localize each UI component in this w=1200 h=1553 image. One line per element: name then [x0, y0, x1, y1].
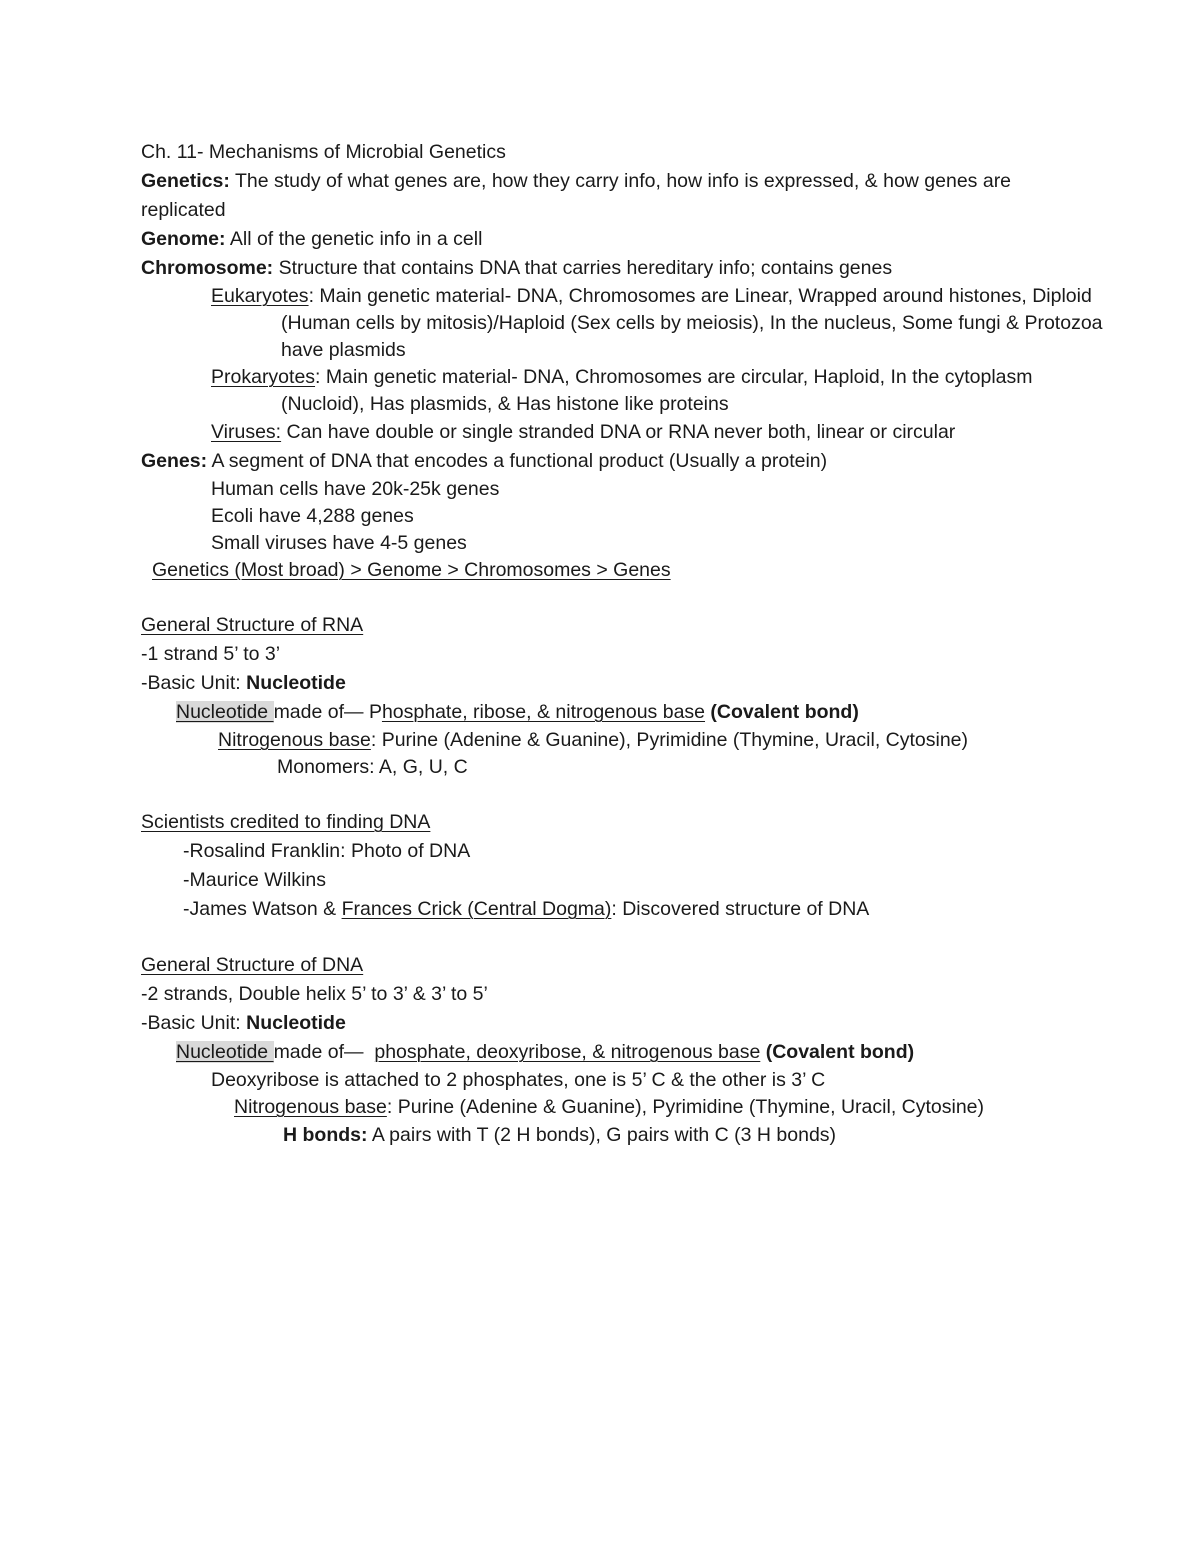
def-viruses-term: Viruses:: [211, 421, 282, 443]
dna-nucleotide-term: Nucleotide: [176, 1041, 274, 1063]
scientists-heading: Scientists credited to finding DNA: [141, 811, 431, 833]
spacer: [141, 781, 1151, 808]
def-genetics-term: Genetics:: [141, 170, 230, 192]
def-genome-term: Genome:: [141, 228, 226, 250]
dna-basic-unit-value: Nucleotide: [246, 1012, 346, 1034]
def-prokaryotes-term: Prokaryotes: [211, 366, 316, 388]
dna-hbonds-term: H bonds:: [283, 1124, 368, 1146]
dna-basic-unit-label: -Basic Unit:: [141, 1012, 247, 1034]
rna-nitro-term: Nitrogenous base: [218, 729, 371, 751]
scientist-item-watson: [141, 895, 1151, 924]
def-prokaryotes-text: : Main genetic material- DNA, Chromosomes are circular, Haploid, In the cytoplasm (Nucloid), Has plasmids, & Has histone like proteins: [281, 366, 1033, 415]
gene-count-item: Human cells have 20k-25k genes: [211, 478, 500, 500]
crick-text: Frances Crick (Central Dogma): [341, 898, 612, 920]
rna-monomers: Monomers: A, G, U, C: [277, 756, 468, 778]
watson-prefix: -James Watson &: [183, 898, 342, 920]
scientist-item: -Maurice Wilkins: [183, 869, 327, 891]
dna-bond: (Covalent bond): [760, 1041, 915, 1063]
dna-basic-unit: [141, 1009, 1151, 1038]
def-genome-text: All of the genetic info in a cell: [225, 228, 483, 250]
dna-hbonds-text: A pairs with T (2 H bonds), G pairs with C (3 H bonds): [367, 1124, 837, 1146]
def-viruses: [141, 418, 1151, 447]
rna-strand: -1 strand 5’ to 3’: [141, 643, 281, 665]
dna-hbonds-line: [141, 1121, 1151, 1150]
rna-heading: General Structure of RNA: [141, 614, 364, 636]
dna-heading-line: [141, 951, 1151, 980]
hierarchy-line: [141, 557, 1151, 584]
rna-basic-unit-label: -Basic Unit:: [141, 672, 247, 694]
def-genes-text: A segment of DNA that encodes a functional product (Usually a protein): [207, 450, 828, 472]
dna-nitrogenous-line: [141, 1094, 1151, 1121]
def-chromosome-term: Chromosome:: [141, 257, 274, 279]
scientists-heading-line: [141, 808, 1151, 837]
dna-components: phosphate, deoxyribose, & nitrogenous base: [374, 1041, 761, 1063]
gene-count-item: Small viruses have 4-5 genes: [211, 532, 467, 554]
rna-nucleotide-term: Nucleotide: [176, 701, 274, 723]
def-genes-term: Genes:: [141, 450, 208, 472]
def-eukaryotes-text: : Main genetic material- DNA, Chromosomes are Linear, Wrapped around histones, Diploid (Human cells by mitosis)/Haploid (Sex cells by meiosis), In the nucleus, Some fungi & Protozoa have plasmids: [281, 285, 1103, 361]
rna-components: hosphate, ribose, & nitrogenous base: [381, 701, 706, 723]
spacer: [141, 584, 1151, 611]
def-genetics-text: The study of what genes are, how they carry info, how info is expressed, & how genes are replicated: [141, 170, 1012, 221]
def-eukaryotes-term: Eukaryotes: [211, 285, 309, 307]
document-page: [141, 138, 1151, 1150]
rna-nucleotide-line: [141, 698, 1151, 727]
def-chromosome-text: Structure that contains DNA that carries hereditary info; contains genes: [273, 257, 893, 279]
watson-suffix: : Discovered structure of DNA: [611, 898, 870, 920]
dna-made-of: made of—: [273, 1041, 375, 1063]
dna-strands: -2 strands, Double helix 5’ to 3’ & 3’ to 5’: [141, 983, 488, 1005]
gene-count-item: Ecoli have 4,288 genes: [211, 505, 414, 527]
rna-basic-unit: [141, 669, 1151, 698]
rna-nitro-text: : Purine (Adenine & Guanine), Pyrimidine (Thymine, Uracil, Cytosine): [370, 729, 969, 751]
rna-basic-unit-value: Nucleotide: [246, 672, 346, 694]
dna-deoxyribose: Deoxyribose is attached to 2 phosphates, one is 5’ C & the other is 3’ C: [211, 1069, 826, 1091]
hierarchy-text: Genetics (Most broad) > Genome > Chromosomes > Genes: [152, 559, 671, 581]
dna-nitro-text: : Purine (Adenine & Guanine), Pyrimidine (Thymine, Uracil, Cytosine): [386, 1096, 985, 1118]
def-viruses-text: Can have double or single stranded DNA or RNA never both, linear or circular: [281, 421, 956, 443]
def-genetics: [141, 167, 1021, 225]
dna-nucleotide-line: [141, 1038, 1151, 1067]
rna-heading-line: [141, 611, 1151, 640]
def-chromosome: [141, 254, 1151, 283]
def-prokaryotes: [141, 364, 1101, 418]
dna-nitro-term: Nitrogenous base: [234, 1096, 387, 1118]
def-genes: [141, 447, 1151, 476]
document-title: Ch. 11- Mechanisms of Microbial Genetics: [141, 141, 506, 163]
spacer: [141, 924, 1151, 951]
rna-nitrogenous-line: [141, 727, 1151, 754]
rna-bond: (Covalent bond): [705, 701, 859, 723]
def-eukaryotes: [141, 283, 1121, 364]
scientist-item: -Rosalind Franklin: Photo of DNA: [183, 840, 471, 862]
dna-heading: General Structure of DNA: [141, 954, 364, 976]
rna-made-of: made of— P: [273, 701, 382, 723]
def-genome: [141, 225, 1151, 254]
